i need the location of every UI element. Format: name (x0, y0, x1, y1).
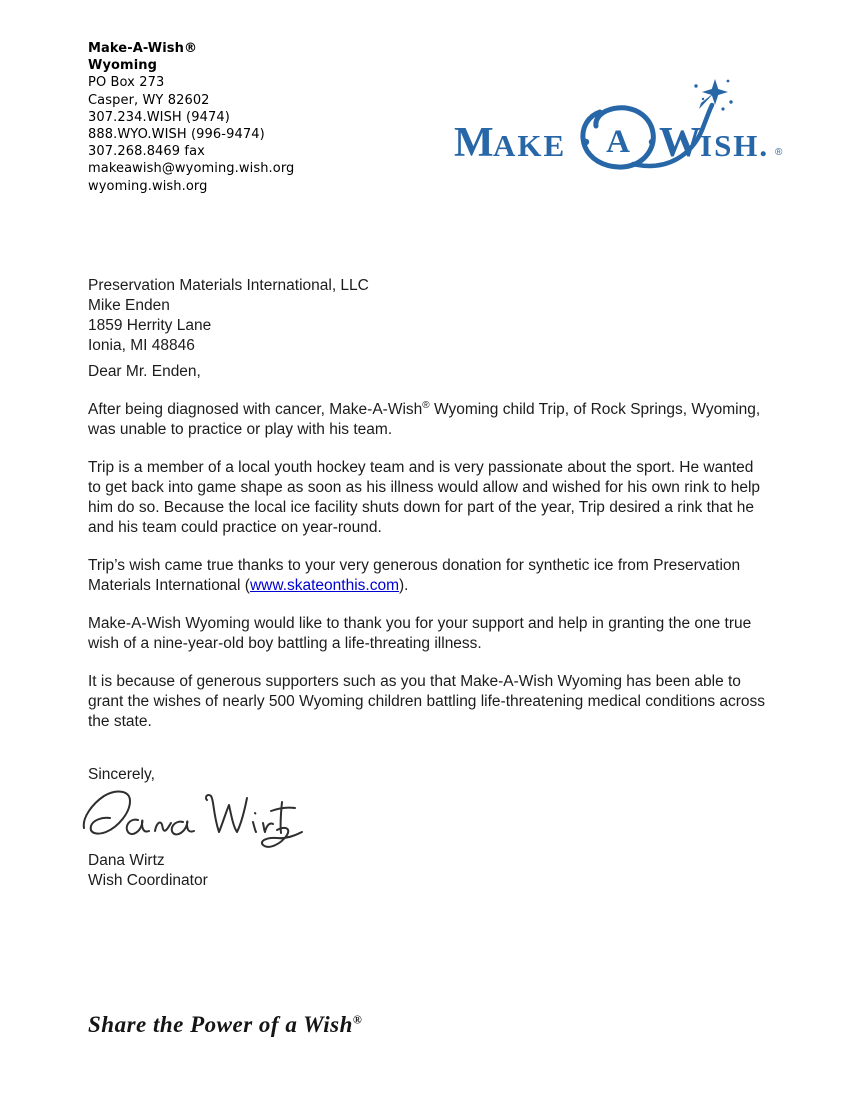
letterhead-org-name: Make-A-Wish® (88, 41, 198, 56)
logo-word2-rest: ISH. (700, 128, 770, 163)
letterhead-city-state: Casper, WY 82602 (88, 92, 210, 108)
recipient-street: 1859 Herrity Lane (88, 317, 212, 334)
recipient-city-state-zip: Ionia, MI 48846 (88, 337, 195, 354)
registered-mark-sup: ® (422, 399, 430, 411)
letterhead-phone-2: 888.WYO.WISH (996-9474) (88, 127, 265, 143)
paragraph-1-text-cont: Wyoming child Trip, of Rock Springs, Wyoming, was unable to practice or play with his team. (88, 401, 761, 438)
letterhead-org-region: Wyoming (88, 58, 158, 74)
handwritten-signature (80, 780, 305, 855)
paragraph-3-text-cont: ). (399, 577, 409, 594)
signer-title: Wish Coordinator (88, 872, 208, 889)
letter-body (88, 362, 766, 750)
footer-tagline-text: Share the Power of a Wish (88, 1012, 353, 1037)
recipient-company: Preservation Materials International, LLC (88, 277, 369, 294)
logo-word2-initial: W (659, 120, 701, 166)
letterhead-fax: 307.268.8469 fax (88, 144, 205, 160)
valediction: Sincerely, (88, 766, 155, 783)
make-a-wish-logo (450, 78, 795, 182)
paragraph-3-text: Trip’s wish came true thanks to your very generous donation for synthetic ice from Preservation Materials International ( (88, 557, 741, 594)
paragraph-3 (88, 556, 766, 596)
letterhead-email: makeawish@wyoming.wish.org (88, 161, 295, 177)
letterhead-website: wyoming.wish.org (88, 178, 208, 194)
logo-registered-mark: ® (775, 147, 783, 158)
signer-name: Dana Wirtz (88, 852, 165, 869)
logo-word1-initial: M (454, 120, 495, 166)
salutation: Dear Mr. Enden, (88, 363, 201, 380)
recipient-address-block (88, 276, 369, 356)
paragraph-5: It is because of generous supporters such as you that Make-A-Wish Wyoming has been able to grant the wishes of nearly 500 Wyoming children battling life-threatening medical conditions across the state. (88, 673, 766, 730)
letterhead-phone-1: 307.234.WISH (9474) (88, 109, 230, 125)
paragraph-1-text: After being diagnosed with cancer, Make-A-Wish (88, 401, 423, 418)
skateonthis-link[interactable]: www.skateonthis.com (249, 577, 399, 594)
letterhead-address-block (88, 40, 294, 195)
signature-block (88, 851, 208, 891)
footer-registered-mark: ® (352, 1012, 363, 1027)
recipient-name: Mike Enden (88, 297, 170, 314)
paragraph-4: Make-A-Wish Wyoming would like to thank you for your support and help in granting the one true wish of a nine-year-old boy battling a life-threating illness. (88, 615, 752, 652)
logo-word1-rest: AKE (493, 128, 567, 163)
signature-svg (80, 780, 305, 855)
paragraph-1 (88, 400, 766, 440)
make-a-wish-logo-svg (450, 78, 795, 182)
letterhead-po-box: PO Box 273 (88, 75, 165, 91)
footer-tagline (88, 1012, 362, 1038)
paragraph-2: Trip is a member of a local youth hockey team and is very passionate about the sport. He wanted to get back into game shape as soon as his illness would allow and wished for his own rink to help him do so. Because the local ice facility shuts down for part of the year, Trip desired a rink that he and his team could practice on year-round. (88, 459, 761, 536)
logo-center-letter: A (606, 124, 630, 160)
